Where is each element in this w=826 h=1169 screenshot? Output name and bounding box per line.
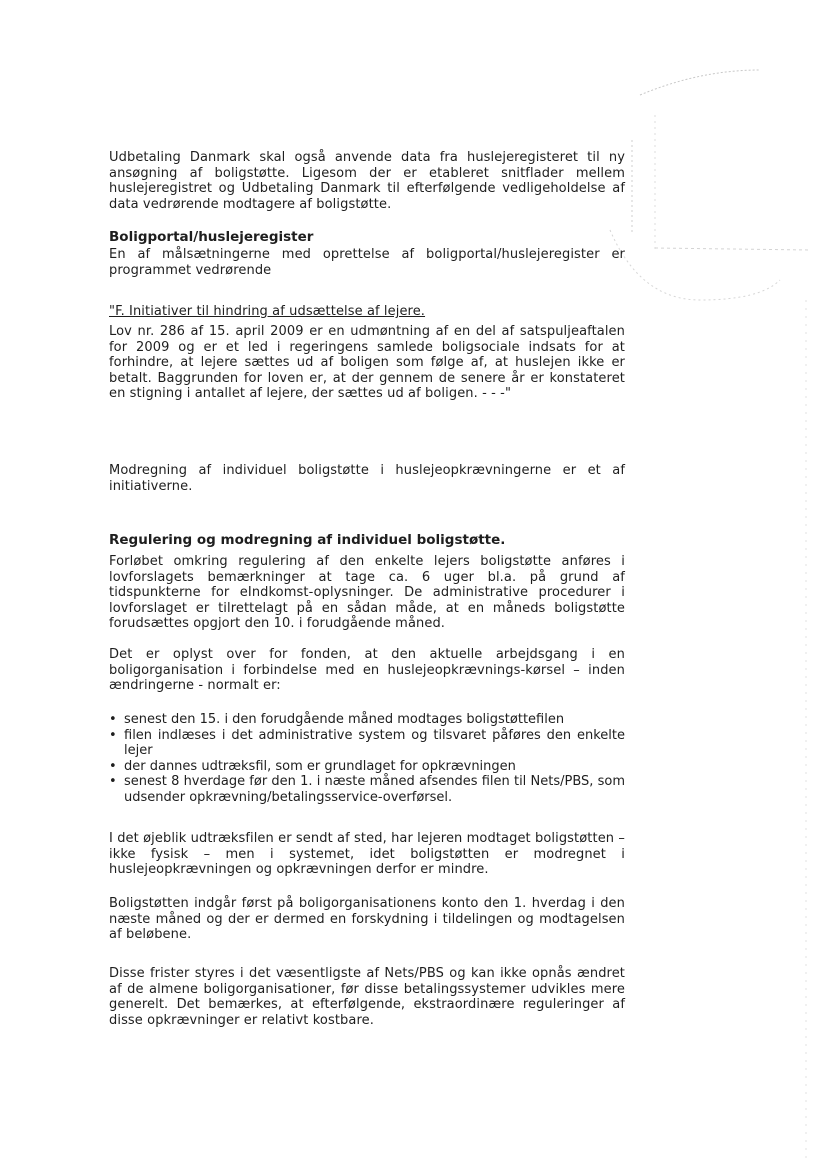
quote-title: "F. Initiativer til hindring af udsættelse af lejere. [109, 304, 426, 319]
regulering-paragraph-3: I det øjeblik udtræksfilen er sendt af sted, har lejeren modtaget boligstøtten – ikke fysisk – men i systemet, idet boligstøtten er modregnet i huslejeopkrævningen og opkrævningen derfor er mindre. [109, 831, 625, 877]
regulering-paragraph-2: Det er oplyst over for fonden, at den aktuelle arbejdsgang i en boligorganisation i forbindelse med en huslejeopkrævnings-kørsel – inden ændringerne - normalt er: [109, 647, 625, 693]
section-heading-regulering: Regulering og modregning af individuel boligstøtte. [109, 532, 506, 548]
list-item: • filen indlæses i det administrative system og tilsvaret påføres den enkelte lejer [109, 728, 625, 759]
boligportal-paragraph: En af målsætningerne med oprettelse af boligportal/huslejeregister er programmet vedrørende [109, 247, 625, 278]
regulering-paragraph-5: Disse frister styres i det væsentligste af Nets/PBS og kan ikke opnås ændret af de almene boligorganisationer, før disse betalingssystemer udvikles mere generelt. Det bemærkes, at efterfølgende, ekstraordinære reguleringer af disse opkrævninger er relativt kostbare. [109, 966, 625, 1028]
regulering-paragraph-1: Forløbet omkring regulering af den enkelte lejers boligstøtte anføres i lovforslagets bemærkninger at tage ca. 6 uger bl.a. på grund af tidspunkterne for eIndkomst-oplysninger. De administrative procedurer i lovforslaget er tilrettelagt på en sådan måde, at en måneds boligstøtte forudsættes opgjort den 10. i forudgående måned. [109, 554, 625, 631]
intro-paragraph: Udbetaling Danmark skal også anvende data fra huslejeregisteret til ny ansøgning af boligstøtte. Ligesom der er etableret snitflader mellem huslejeregistret og Udbetaling Danmark til efterfølgende vedligeholdelse af data vedrørende modtagere af boligstøtte. [109, 150, 625, 212]
section-heading-boligportal: Boligportal/huslejeregister [109, 229, 314, 245]
modregning-paragraph: Modregning af individuel boligstøtte i huslejeopkrævningerne er et af initiativerne. [109, 463, 625, 494]
list-item: • senest 8 hverdage før den 1. i næste måned afsendes filen til Nets/PBS, som udsender opkrævning/betalingsservice-overførsel. [109, 774, 625, 805]
list-item: • senest den 15. i den forudgående måned modtages boligstøttefilen [109, 712, 625, 728]
regulering-paragraph-4: Boligstøtten indgår først på boligorganisationens konto den 1. hverdag i den næste måned og der er dermed en forskydning i tildelingen og modtagelsen af beløbene. [109, 896, 625, 942]
list-item: • der dannes udtræksfil, som er grundlaget for opkrævningen [109, 759, 625, 775]
quote-body: Lov nr. 286 af 15. april 2009 er en udmøntning af en del af satspuljeaftalen for 2009 og er et led i regeringens samlede boligsociale indsats for at forhindre, at lejere sættes ud af boligen som følge af, at huslejen ikke er betalt. Baggrunden for loven er, at der gennem de senere år er konstateret en stigning i antallet af lejere, der sættes ud af boligen. - - -" [109, 324, 625, 401]
workflow-bullet-list [109, 712, 625, 805]
